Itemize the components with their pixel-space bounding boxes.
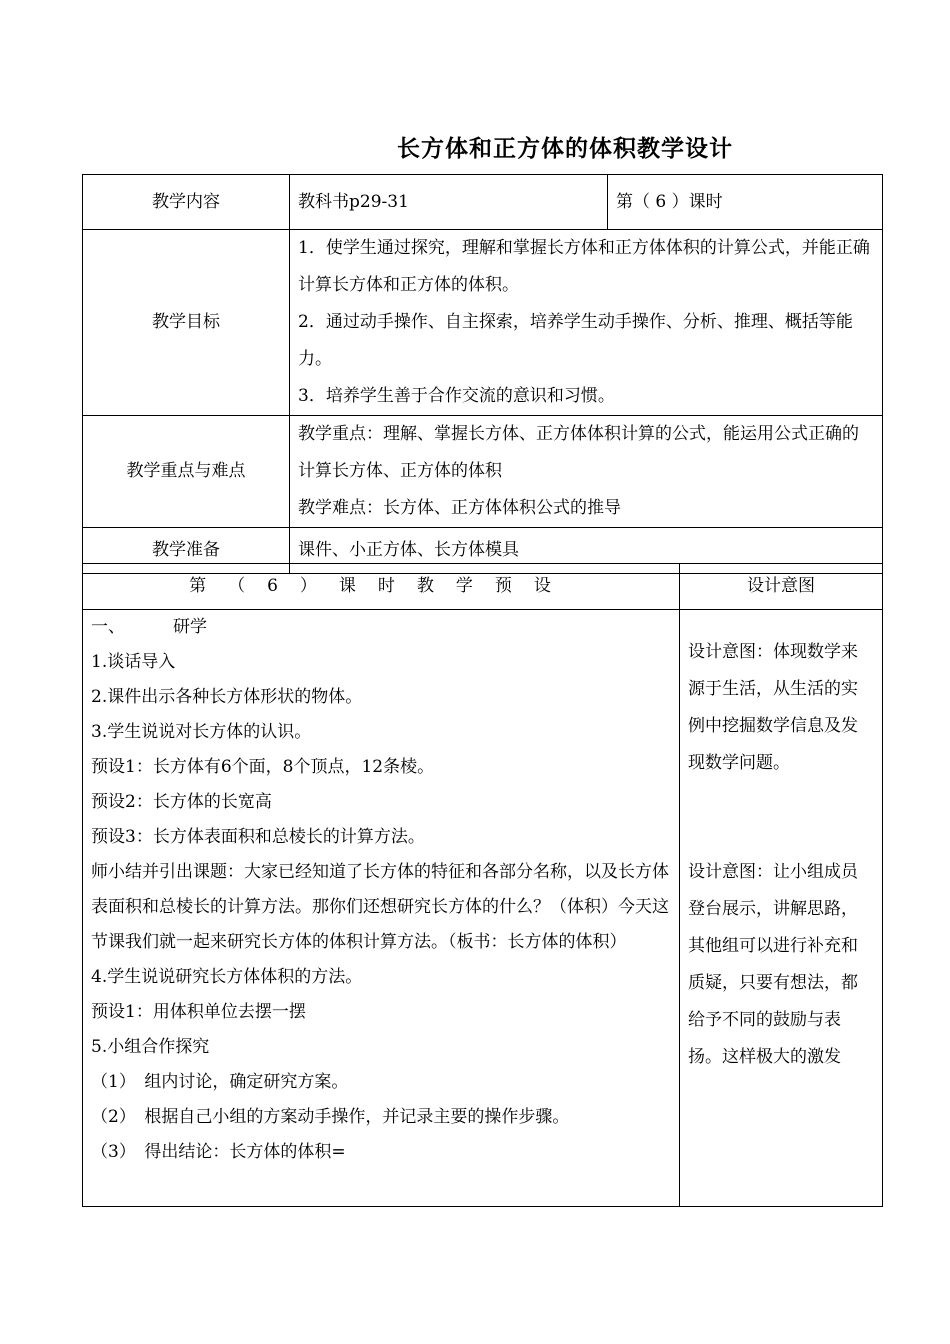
plan-step: （1） 组内讨论，确定研究方案。 [91, 1072, 349, 1092]
goals-row [83, 230, 883, 416]
goals-cell [290, 230, 883, 416]
content-value: 教科书p29-31 [290, 175, 608, 230]
prep-value: 课件、小正方体、长方体模具 [290, 528, 883, 574]
document-title: 长方体和正方体的体积教学设计 [397, 136, 733, 162]
plan-intent-cell [680, 610, 883, 1207]
prep-label: 教学准备 [83, 528, 290, 574]
plan-step: （3） 得出结论：长方体的体积= [91, 1142, 346, 1162]
plan-step: 预设1：长方体有6个面，8个顶点，12条棱。 [91, 757, 435, 777]
goal-item: 2．通过动手操作、自主探索，培养学生动手操作、分析、推理、概括等能力。 [298, 312, 853, 369]
plan-step: 预设2：长方体的长宽高 [91, 792, 272, 812]
section-title: 研学 [173, 617, 207, 637]
section-number: 一、 [91, 617, 125, 637]
plan-step: （2） 根据自己小组的方案动手操作，并记录主要的操作步骤。 [91, 1107, 570, 1127]
keypoints-cell [290, 416, 883, 528]
intent-note-2: 设计意图：让小组成员登台展示，讲解思路，其他组可以进行补充和质疑，只要有想法，都给予不同的鼓励与表扬。这样极大的激发 [688, 862, 858, 1067]
goal-item: 3．培养学生善于合作交流的意识和习惯。 [298, 386, 615, 406]
lesson-plan-table [82, 563, 883, 1207]
plan-step: 4.学生说说研究长方体体积的方法。 [91, 967, 363, 987]
plan-steps-cell [83, 610, 680, 1207]
keypoints-row [83, 416, 883, 528]
keypoint-item: 教学重点：理解、掌握长方体、正方体体积计算的公式，能运用公式正确的计算长方体、正方体的体积 [298, 424, 859, 481]
period-value: 第（ 6 ）课时 [608, 175, 883, 230]
keypoints-label: 教学重点与难点 [83, 416, 290, 528]
plan-step: 1.谈话导入 [91, 652, 176, 672]
plan-step: 5.小组合作探究 [91, 1037, 210, 1057]
plan-step: 师小结并引出课题：大家已经知道了长方体的特征和各部分名称，以及长方体表面积和总棱长的计算方法。那你们还想研究长方体的什么？（体积）今天这节课我们就一起来研究长方体的体积计算方法。（板书：长方体的体积） [91, 862, 669, 952]
plan-header-left: 第（6）课时教学预设 [83, 564, 680, 610]
intent-note-1: 设计意图：体现数学来源于生活，从生活的实例中挖掘数学信息及发现数学问题。 [688, 642, 858, 773]
goals-label: 教学目标 [83, 230, 290, 416]
plan-body-row [83, 610, 883, 1207]
plan-header-row [83, 564, 883, 610]
lesson-info-table [82, 174, 883, 574]
plan-step: 预设1：用体积单位去摆一摆 [91, 1002, 306, 1022]
plan-step: 预设3：长方体表面积和总棱长的计算方法。 [91, 827, 425, 847]
plan-step: 3.学生说说对长方体的认识。 [91, 722, 312, 742]
keypoint-item: 教学难点：长方体、正方体体积公式的推导 [298, 498, 621, 518]
goal-item: 1．使学生通过探究，理解和掌握长方体和正方体体积的计算公式，并能正确计算长方体和正方体的体积。 [298, 238, 870, 295]
section-heading [91, 610, 671, 645]
plan-step: 2.课件出示各种长方体形状的物体。 [91, 687, 363, 707]
content-label: 教学内容 [83, 175, 290, 230]
plan-header-right: 设计意图 [680, 564, 883, 610]
content-row [83, 175, 883, 230]
